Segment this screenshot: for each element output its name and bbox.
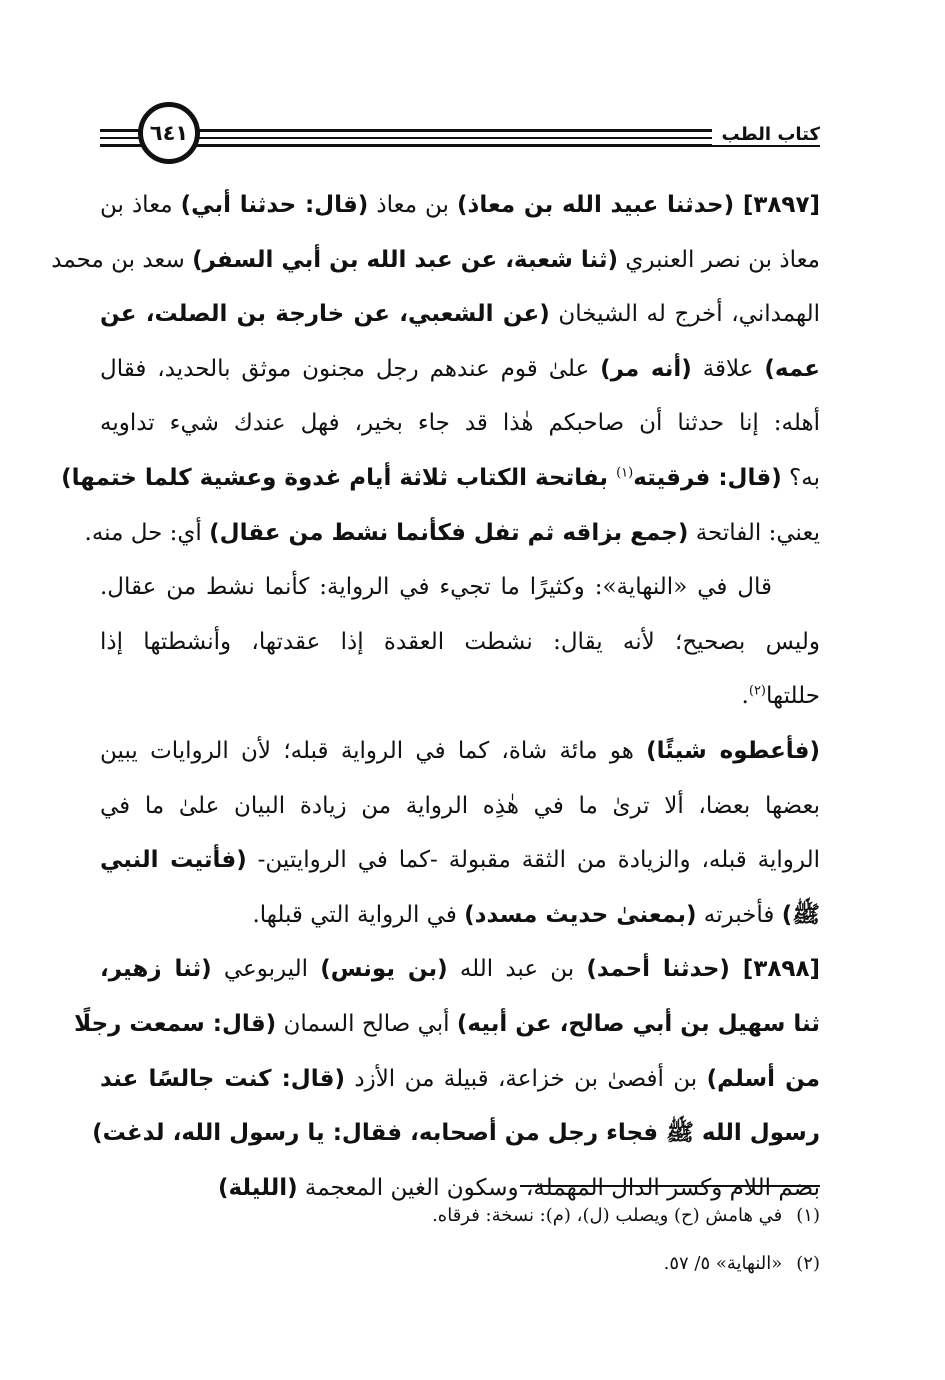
body-text — [51, 178, 821, 1215]
commentary-text: معاذ بن — [100, 192, 181, 218]
commentary-text: أبي صالح السمان — [276, 1010, 457, 1037]
hadith-text: عمه) — [764, 355, 820, 382]
hadith-text: (عن الشعبي، عن خارجة بن الصلت، عن — [100, 301, 550, 328]
footnote-text: «النهاية» ٥/ ٥٧. — [663, 1253, 783, 1274]
hadith-text: (جمع بزاقه ثم تفل فكأنما نشط من عقال) — [209, 519, 689, 546]
hadith-text: من أسلم) — [706, 1065, 821, 1092]
commentary-text: حللتها — [766, 683, 820, 710]
commentary-text: قال في «النهاية»: وكثيرًا ما تجيء في الرواية: كأنما نشط من عقال. — [100, 574, 772, 601]
commentary-text: أهله: إنا حدثنا أن صاحبكم هٰذا قد جاء بخير، فهل عندك شيء تداويه — [100, 410, 820, 437]
commentary-text: بن عبد الله — [447, 956, 587, 983]
footnote-1 — [100, 1192, 820, 1240]
hadith-text: (ثنا زهير، — [100, 956, 212, 983]
text-line — [100, 669, 820, 724]
text-line — [61, 451, 820, 506]
hadith-text: بفاتحة الكتاب ثلاثة أيام غدوة وعشية كلما ختمها) — [61, 464, 617, 491]
hadith-text: ﷺ) — [781, 901, 820, 928]
footnote-2 — [100, 1240, 820, 1288]
commentary-text: هو مائة شاة، كما في الرواية قبله؛ لأن الروايات يبين — [100, 737, 647, 764]
text-line — [84, 506, 820, 561]
page-number: ٦٤١ — [138, 102, 200, 164]
text-line — [100, 396, 820, 451]
commentary-text: في الرواية التي قبلها. — [252, 901, 465, 928]
footnote-ref: (٢) — [748, 683, 766, 699]
text-line — [100, 342, 820, 397]
hadith-text: (أنه مر) — [600, 355, 692, 382]
text-line — [100, 178, 820, 233]
text-line — [92, 1106, 820, 1161]
text-line — [74, 997, 820, 1052]
commentary-text: بعضها بعضا، ألا ترىٰ ما في هٰذِه الرواية من زيادة البيان علىٰ ما في — [100, 792, 820, 819]
commentary-text: أي: حل منه. — [84, 519, 210, 546]
commentary-text: فأخبرته — [696, 901, 782, 928]
commentary-text: سعد بن محمد — [51, 246, 193, 273]
commentary-text: الرواية قبله، والزيادة من الثقة مقبولة -كما في الروايتين- — [246, 847, 820, 874]
hadith-text: (ثنا شعبة، عن عبد الله بن أبي السفر) — [192, 246, 619, 273]
hadith-text: ثنا سهيل بن أبي صالح، عن أبيه) — [456, 1010, 820, 1037]
hadith-text: (قال: كنت جالسًا عند — [100, 1065, 345, 1092]
text-line — [100, 724, 820, 779]
footnote-divider — [520, 1185, 820, 1187]
footnote-ref: (١) — [616, 465, 634, 481]
hadith-text: (فأتيت النبي — [100, 847, 247, 874]
hadith-text: (قال: فرقيته — [633, 464, 782, 491]
page-header — [100, 100, 820, 170]
text-line — [100, 615, 820, 670]
footnote-number: (١) — [796, 1205, 820, 1226]
hadith-text: (قال: حدثنا أبي) — [180, 192, 369, 218]
text-line — [100, 888, 820, 943]
text-line — [100, 833, 820, 888]
commentary-text: بن معاذ — [368, 192, 457, 218]
hadith-text: (بن يونس) — [320, 956, 448, 983]
hadith-text: [٣٨٩٨] (حدثنا أحمد) — [586, 956, 820, 983]
hadith-text: (الليلة) — [217, 1174, 298, 1201]
text-line — [100, 1052, 820, 1107]
commentary-text: بن أفصىٰ بن خزاعة، قبيلة من الأزد — [344, 1065, 707, 1092]
hadith-text: (قال: سمعت رجلًا — [74, 1010, 277, 1037]
commentary-text: اليربوعي — [211, 956, 321, 983]
commentary-text: الهمداني، أخرج له الشيخان — [549, 301, 820, 328]
hadith-text: (بمعنىٰ حديث مسدد) — [464, 901, 697, 928]
commentary-text: علاقة — [691, 355, 765, 382]
commentary-text: معاذ بن نصر العنبري — [618, 246, 820, 273]
running-title: كتاب الطب — [712, 124, 820, 145]
text-line — [100, 942, 820, 997]
hadith-text: رسول الله ﷺ فجاء رجل من أصحابه، فقال: يا رسول الله، لدغت) — [92, 1120, 820, 1147]
commentary-text: وليس بصحيح؛ لأنه يقال: نشطت العقدة إذا عقدتها، وأنشطتها إذا — [100, 628, 820, 655]
footnote-text: في هامش (ح) ويصلب (ل)، (م): نسخة: فرقاه. — [432, 1205, 783, 1226]
footnotes — [100, 1192, 820, 1288]
commentary-text: . — [741, 683, 749, 710]
commentary-text: يعني: الفاتحة — [688, 519, 820, 546]
hadith-text: [٣٨٩٧] (حدثنا عبيد الله بن معاذ) — [457, 192, 821, 218]
text-line — [100, 287, 820, 342]
commentary-text: به؟ — [781, 464, 820, 491]
commentary-text: علىٰ قوم عندهم رجل مجنون موثق بالحديد، فقال — [100, 355, 601, 382]
text-line — [100, 779, 820, 834]
text-line — [51, 233, 820, 288]
hadith-text: (فأعطوه شيئًا) — [646, 737, 820, 764]
footnote-number: (٢) — [796, 1253, 820, 1274]
commentary-text: بضم اللام وكسر الدال المهملة، وسكون الغين المعجمة — [297, 1174, 820, 1201]
text-line — [100, 560, 820, 615]
